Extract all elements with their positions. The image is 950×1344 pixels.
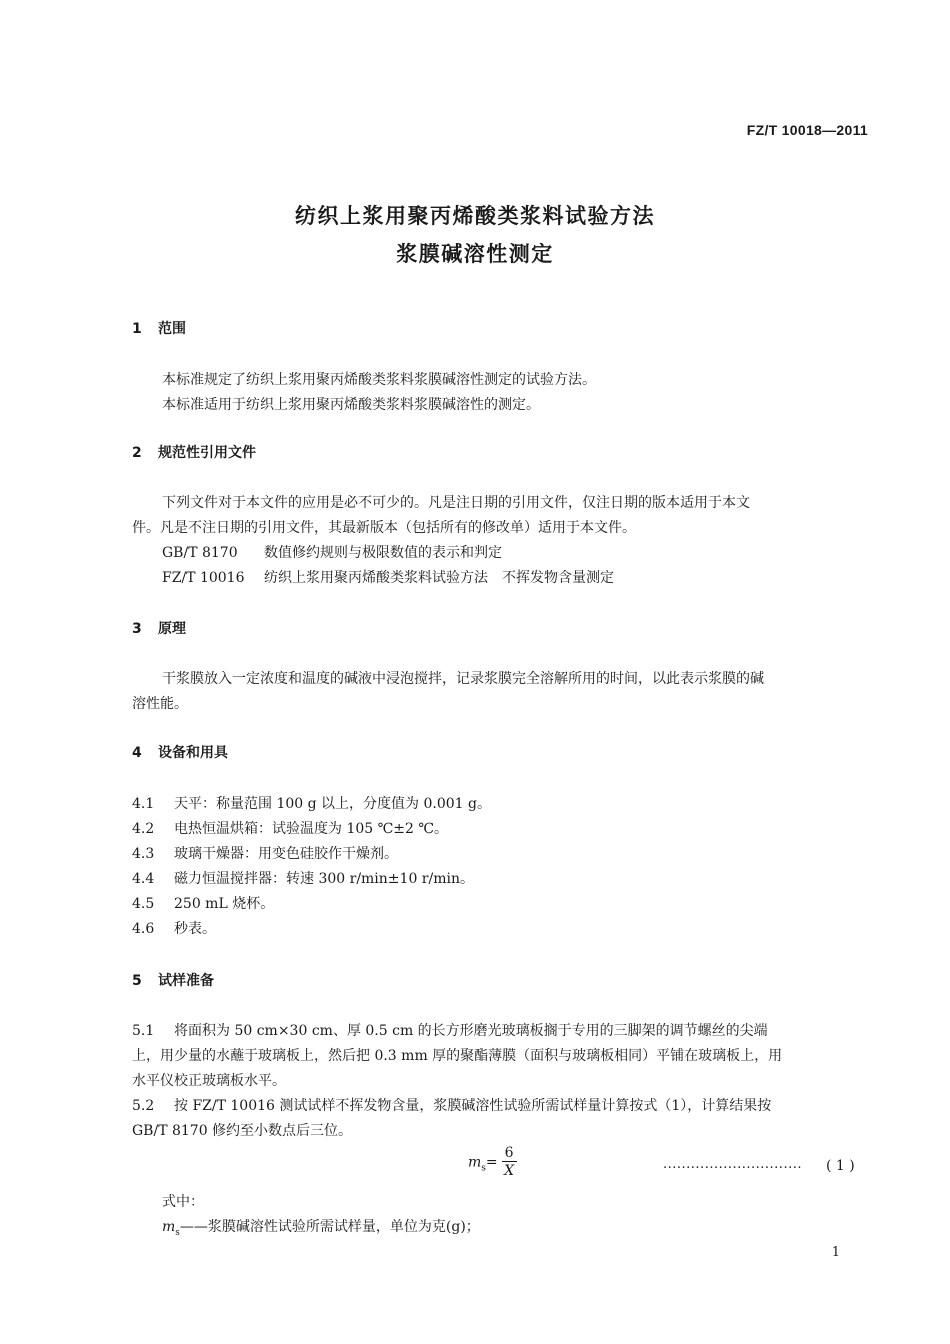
formula-equals: = [485,1154,498,1171]
equipment-item [132,868,474,888]
reference-title: 数值修约规则与极限数值的表示和判定 [264,545,502,561]
section-number: 1 [132,321,142,337]
section-2-intro-line-1: 下列文件对于本文件的应用是必不可少的。凡是注日期的引用文件，仅注日期的版本适用于本文 [162,495,750,511]
where-label: 式中： [162,1194,204,1210]
symbol-definition [162,1216,480,1244]
formula-label: ( 1 ) [826,1158,855,1174]
equipment-item [132,818,448,838]
reference-item [162,567,614,589]
clause-text: 按 FZ/T 10016 测试试样不挥发物含量，浆膜碱溶性试验所需试样量计算按式（1），计算结果按 [174,1098,772,1114]
item-number: 4.2 [132,821,155,837]
section-3-heading [132,618,186,638]
equipment-item [132,918,216,938]
section-4-heading [132,742,228,762]
document-subtitle: 浆膜碱溶性测定 [396,242,554,266]
definition-symbol-subscript: s [175,1227,180,1238]
equipment-item [132,893,274,913]
item-text: 磁力恒温搅拌器：转速 300 r/min±10 r/min。 [174,871,474,887]
item-number: 4.4 [132,871,155,887]
section-number: 5 [132,973,142,989]
definition-symbol: m [162,1219,176,1235]
section-1-paragraph-2: 本标准适用于纺织上浆用聚丙烯酸类浆料浆膜碱溶性的测定。 [162,397,540,413]
reference-code: FZ/T 10016 [162,570,245,586]
reference-title: 纺织上浆用聚丙烯酸类浆料试验方法 不挥发物含量测定 [264,570,614,586]
clause-5-1-line-1 [132,1020,768,1042]
clause-5-2-line-2: GB/T 8170 修约至小数点后三位。 [132,1123,353,1139]
standard-number: FZ/T 10018—2011 [746,122,868,138]
section-number: 4 [132,745,142,761]
section-number: 3 [132,621,142,637]
clause-5-1-line-3: 水平仪校正玻璃板水平。 [132,1073,286,1089]
clause-text: 将面积为 50 cm×30 cm、厚 0.5 cm 的长方形磨光玻璃板搁于专用的三脚架的调节螺丝的尖端 [174,1023,768,1039]
formula-denominator: X [504,1163,515,1179]
item-number: 4.5 [132,896,155,912]
item-text: 天平：称量范围 100 g 以上，分度值为 0.001 g。 [174,796,491,812]
clause-5-1-line-2: 上，用少量的水蘸于玻璃板上，然后把 0.3 mm 厚的聚酯薄膜（面积与玻璃板相同）平铺在玻璃板上，用 [132,1048,783,1064]
section-1-heading [132,318,186,338]
section-number: 2 [132,445,142,461]
formula-lhs: m [468,1154,482,1171]
section-title: 设备和用具 [158,745,228,761]
clause-number: 5.2 [132,1098,155,1114]
formula-1 [468,1145,517,1180]
document-title: 纺织上浆用聚丙烯酸类浆料试验方法 [295,204,655,228]
section-3-line-2: 溶性能。 [132,696,188,712]
section-title: 试样准备 [158,973,214,989]
formula-fraction [502,1145,517,1180]
section-3-line-1: 干浆膜放入一定浓度和温度的碱液中浸泡搅拌，记录浆膜完全溶解所用的时间，以此表示浆膜的碱 [162,671,764,687]
equipment-item [132,843,398,863]
item-text: 秒表。 [174,921,216,937]
section-title: 范围 [158,321,186,337]
definition-text: ——浆膜碱溶性试验所需试样量，单位为克(g)； [179,1219,480,1235]
section-5-heading [132,970,214,990]
page-number: 1 [831,1245,840,1260]
item-number: 4.3 [132,846,155,862]
section-1-paragraph-1: 本标准规定了纺织上浆用聚丙烯酸类浆料浆膜碱溶性测定的试验方法。 [162,372,596,388]
section-2-intro-line-2: 件。凡是不注日期的引用文件，其最新版本（包括所有的修改单）适用于本文件。 [132,520,636,536]
item-text: 250 mL 烧杯。 [174,896,275,912]
reference-item [162,542,502,564]
formula-lhs-subscript: s [481,1163,486,1174]
equipment-item [132,793,491,813]
formula-leader-dots: .............................. [663,1157,802,1172]
item-number: 4.1 [132,796,155,812]
formula-numerator: 6 [502,1145,517,1162]
item-text: 电热恒温烘箱：试验温度为 105 ℃±2 ℃。 [174,821,449,837]
clause-number: 5.1 [132,1023,155,1039]
item-text: 玻璃干燥器：用变色硅胶作干燥剂。 [174,846,398,862]
reference-code: GB/T 8170 [162,545,238,561]
clause-5-2-line-1 [132,1095,771,1117]
section-title: 规范性引用文件 [158,445,256,461]
item-number: 4.6 [132,921,155,937]
section-title: 原理 [158,621,186,637]
section-2-heading [132,442,256,462]
